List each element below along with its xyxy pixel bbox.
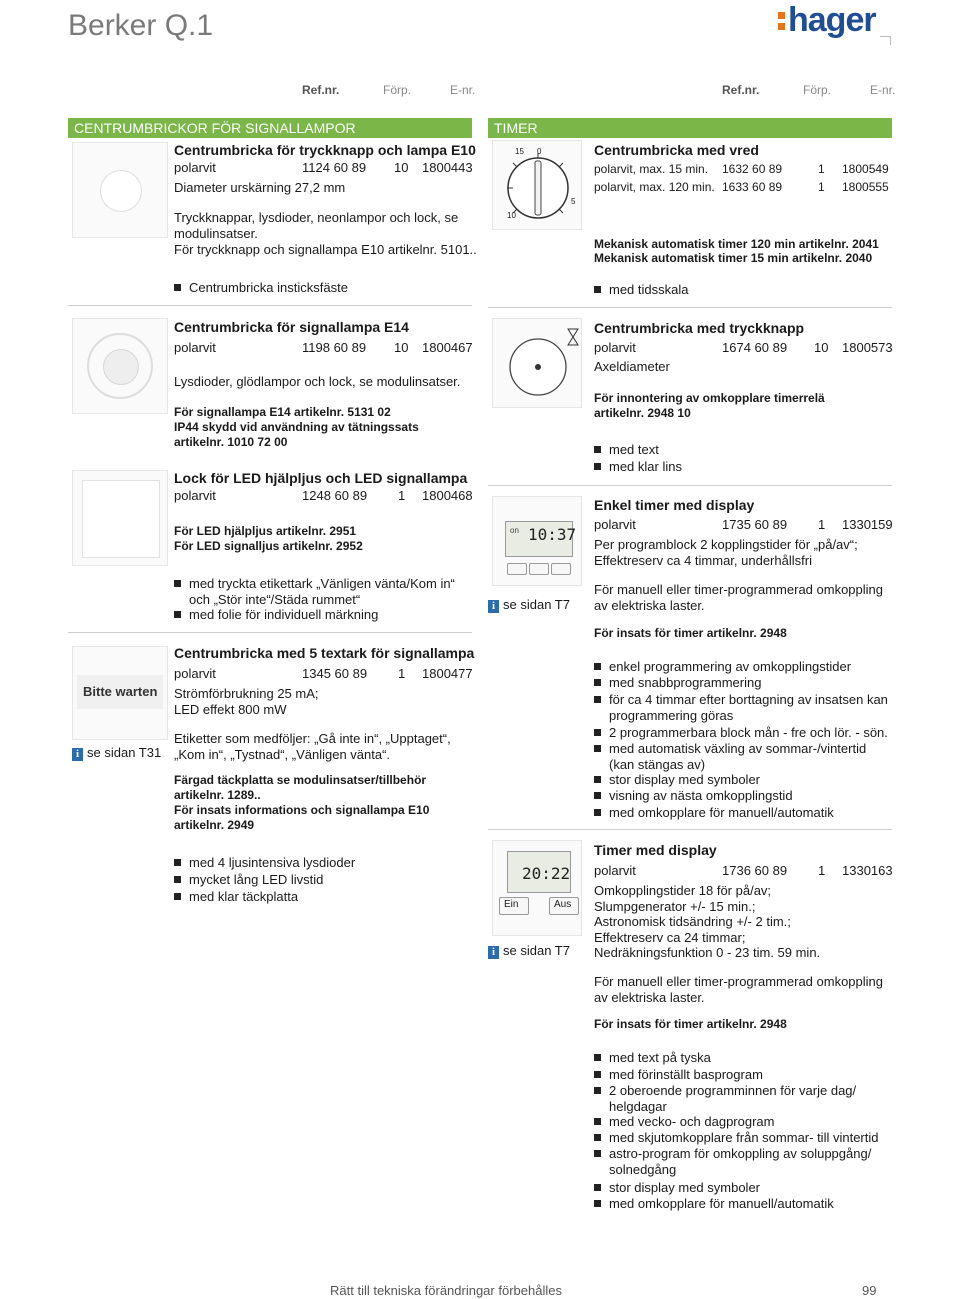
product-title: Lock för LED hjälpljus och LED signallampa bbox=[174, 470, 468, 486]
variant: polarvit bbox=[174, 340, 216, 355]
label-text: Bitte warten bbox=[83, 684, 158, 699]
dial-label: 5 bbox=[571, 197, 576, 206]
bullet-item: med snabbprogrammering bbox=[594, 675, 761, 691]
bullet-icon bbox=[594, 776, 601, 783]
pack-qty: 1 bbox=[818, 180, 825, 194]
note: Axeldiameter bbox=[594, 359, 670, 374]
variant: polarvit bbox=[174, 160, 216, 175]
product-title: Centrumbricka med vred bbox=[594, 142, 759, 158]
bullet-icon bbox=[174, 284, 181, 291]
description: Slumpgenerator +/- 15 min.; bbox=[594, 899, 756, 914]
description: Mekanisk automatisk timer 120 min artikelnr. 2041 bbox=[594, 237, 879, 251]
bullet-icon bbox=[594, 696, 601, 703]
bullet-icon bbox=[594, 446, 601, 453]
ref-number: 1632 60 89 bbox=[722, 162, 783, 176]
col-header-forp: Förp. bbox=[383, 83, 412, 97]
timer-button[interactable] bbox=[507, 563, 527, 575]
bullet-icon bbox=[594, 745, 601, 752]
description: För manuell eller timer-programmerad omkoppling bbox=[594, 582, 883, 597]
aus-button[interactable] bbox=[549, 897, 579, 915]
description: IP44 skydd vid användning av tätningssats bbox=[174, 420, 419, 434]
bullet-icon bbox=[594, 1134, 601, 1141]
bullet-continuation: och „Stör inte“/Städa rummet“ bbox=[189, 592, 361, 607]
description: av elektriska laster. bbox=[594, 598, 705, 613]
bullet-item: 2 oberoende programminnen för varje dag/ bbox=[594, 1083, 856, 1099]
bullet-item: med omkopplare för manuell/automatik bbox=[594, 805, 834, 821]
variant: polarvit bbox=[594, 340, 636, 355]
page-number: 99 bbox=[862, 1283, 877, 1298]
description: För LED hjälpljus artikelnr. 2951 bbox=[174, 524, 357, 538]
description: Astronomisk tidsändring +/- 2 tim.; bbox=[594, 914, 791, 929]
bullet-item: visning av nästa omkopplingstid bbox=[594, 788, 793, 804]
timer-button[interactable] bbox=[529, 563, 549, 575]
bullet-item: med tryckta etikettark „Vänligen vänta/Kom in“ bbox=[174, 576, 455, 592]
product-image-cover-e10 bbox=[72, 142, 168, 238]
logo-dot-icon bbox=[778, 12, 785, 19]
page-title: Berker Q.1 bbox=[68, 9, 214, 42]
bullet-item: mycket lång LED livstid bbox=[174, 872, 323, 888]
info-icon: i bbox=[488, 946, 499, 959]
lens bbox=[103, 349, 139, 385]
bullet-icon bbox=[594, 792, 601, 799]
bullet-icon bbox=[594, 1150, 601, 1157]
ref-number: 1345 60 89 bbox=[302, 666, 368, 681]
product-title: Timer med display bbox=[594, 842, 717, 858]
bullet-continuation: programmering göras bbox=[609, 708, 734, 723]
bullet-item: med klar lins bbox=[594, 459, 682, 475]
see-page-link[interactable]: i se sidan T31 bbox=[72, 745, 161, 761]
description: „Kom in“, „Tystnad“, „Vänligen vänta“. bbox=[174, 747, 391, 762]
ref-number: 1248 60 89 bbox=[302, 488, 368, 503]
bullet-icon bbox=[594, 1071, 601, 1078]
divider bbox=[68, 305, 472, 306]
e-number: 1330159 bbox=[842, 517, 893, 532]
e-number: 1800549 bbox=[842, 162, 889, 176]
bullet-item: Centrumbricka insticksfäste bbox=[174, 280, 348, 296]
e-number: 1800573 bbox=[842, 340, 893, 355]
pack-qty: 1 bbox=[818, 517, 826, 532]
pack-qty: 1 bbox=[398, 488, 406, 503]
product-image-timer-display bbox=[492, 840, 582, 936]
pack-qty: 10 bbox=[394, 160, 409, 175]
bullet-item: med tidsskala bbox=[594, 282, 688, 298]
bullet-item: astro-program för omkoppling av soluppgång/ bbox=[594, 1146, 871, 1162]
bullet-icon bbox=[174, 580, 181, 587]
product-title: Enkel timer med display bbox=[594, 497, 755, 513]
pack-qty: 10 bbox=[394, 340, 409, 355]
bullet-icon bbox=[594, 679, 601, 686]
bullet-item: med automatisk växling av sommar-/vintertid bbox=[594, 741, 866, 757]
bullet-icon bbox=[594, 463, 601, 470]
description: Lysdioder, glödlampor och lock, se modulinsatser. bbox=[174, 374, 461, 389]
bullet-icon bbox=[594, 663, 601, 670]
col-header-ref: Ref.nr. bbox=[302, 83, 340, 97]
info-icon: i bbox=[488, 600, 499, 613]
description: Mekanisk automatisk timer 15 min artikelnr. 2040 bbox=[594, 251, 873, 265]
description: För LED signalljus artikelnr. 2952 bbox=[174, 539, 363, 553]
pack-qty: 1 bbox=[818, 162, 825, 176]
ein-button[interactable] bbox=[499, 897, 529, 915]
description: Nedräkningsfunktion 0 - 23 tim. 59 min. bbox=[594, 945, 821, 960]
product-image-led-cover bbox=[72, 470, 168, 566]
bullet-item: för ca 4 timmar efter borttagning av insatsen kan bbox=[594, 692, 888, 708]
dial-label: 15 bbox=[515, 147, 524, 156]
see-page-link[interactable]: i se sidan T7 bbox=[488, 943, 570, 959]
bullet-item: med 4 ljusintensiva lysdioder bbox=[174, 855, 355, 871]
info-icon: i bbox=[72, 748, 83, 761]
bullet-item: med omkopplare för manuell/automatik bbox=[594, 1196, 834, 1212]
divider bbox=[488, 485, 892, 486]
product-image-cover-e14 bbox=[72, 318, 168, 414]
e-number: 1800467 bbox=[422, 340, 473, 355]
product-image-timer-dial bbox=[492, 140, 582, 230]
cover-graphic bbox=[493, 319, 583, 409]
description: För innontering av omkopplare timerrelä bbox=[594, 391, 825, 405]
lcd-time: 20:22 bbox=[522, 864, 571, 883]
crop-mark bbox=[880, 36, 891, 45]
ref-number: 1198 60 89 bbox=[302, 340, 367, 355]
ref-number: 1124 60 89 bbox=[302, 160, 367, 175]
bullet-item: med text bbox=[594, 442, 659, 458]
section-bar-centrumbrickor: CENTRUMBRICKOR FÖR SIGNALLAMPOR bbox=[68, 118, 472, 138]
bullet-icon bbox=[174, 876, 181, 883]
variant: polarvit bbox=[174, 666, 216, 681]
note: Diameter urskärning 27,2 mm bbox=[174, 180, 346, 195]
bullet-icon bbox=[174, 859, 181, 866]
bullet-icon bbox=[594, 809, 601, 816]
product-title: Centrumbricka för tryckknapp och lampa E10 bbox=[174, 142, 476, 158]
description: artikelnr. 2948 10 bbox=[594, 406, 691, 420]
bullet-icon bbox=[594, 1087, 601, 1094]
bullet-continuation: helgdagar bbox=[609, 1099, 667, 1114]
product-image-textark bbox=[72, 646, 168, 740]
pack-qty: 10 bbox=[814, 340, 829, 355]
aus-label: Aus bbox=[554, 899, 572, 910]
dial-label: 10 bbox=[507, 211, 516, 220]
divider bbox=[488, 829, 892, 830]
variant: polarvit, max. 120 min. bbox=[594, 180, 715, 194]
variant: polarvit bbox=[174, 488, 216, 503]
lcd-display bbox=[507, 851, 571, 893]
description: av elektriska laster. bbox=[594, 990, 705, 1005]
bullet-item: med klar täckplatta bbox=[174, 889, 298, 905]
e-number: 1800468 bbox=[422, 488, 473, 503]
bullet-icon bbox=[594, 1184, 601, 1191]
description: Färgad täckplatta se modulinsatser/tillbehör bbox=[174, 773, 427, 787]
description: Effektreserv ca 24 timmar; bbox=[594, 930, 746, 945]
ref-number: 1633 60 89 bbox=[722, 180, 783, 194]
bullet-item: med folie för individuell märkning bbox=[174, 607, 378, 623]
bullet-icon bbox=[594, 1054, 601, 1061]
description: artikelnr. 2949 bbox=[174, 818, 255, 832]
e-number: 1800443 bbox=[422, 160, 473, 175]
bullet-continuation: solnedgång bbox=[609, 1162, 677, 1177]
description: För insats för timer artikelnr. 2948 bbox=[594, 626, 787, 640]
description: Effektreserv ca 4 timmar, underhållsfri bbox=[594, 553, 812, 568]
e-number: 1800555 bbox=[842, 180, 889, 194]
col-header-enr: E-nr. bbox=[870, 83, 896, 97]
variant: polarvit, max. 15 min. bbox=[594, 162, 709, 176]
bullet-item: med text på tyska bbox=[594, 1050, 711, 1066]
e-number: 1800477 bbox=[422, 666, 473, 681]
e-number: 1330163 bbox=[842, 863, 893, 878]
bullet-item: med skjutomkopplare från sommar- till vintertid bbox=[594, 1130, 878, 1146]
product-image-pushbutton-cover bbox=[492, 318, 582, 408]
col-header-ref: Ref.nr. bbox=[722, 83, 760, 97]
variant: polarvit bbox=[594, 863, 636, 878]
description: LED effekt 800 mW bbox=[174, 702, 287, 717]
description: Tryckknappar, lysdioder, neonlampor och lock, se bbox=[174, 210, 459, 225]
brand-name: hager bbox=[788, 1, 876, 39]
logo-dot-icon bbox=[778, 23, 785, 30]
variant: polarvit bbox=[594, 517, 636, 532]
description: modulinsatser. bbox=[174, 226, 258, 241]
bullet-icon bbox=[594, 1118, 601, 1125]
bullet-item: med vecko- och dagprogram bbox=[594, 1114, 774, 1130]
pack-qty: 1 bbox=[818, 863, 826, 878]
bullet-icon bbox=[594, 1200, 601, 1207]
ref-number: 1674 60 89 bbox=[722, 340, 788, 355]
bullet-icon bbox=[594, 729, 601, 736]
col-header-enr: E-nr. bbox=[450, 83, 476, 97]
led-square bbox=[82, 480, 160, 558]
ref-number: 1735 60 89 bbox=[722, 517, 788, 532]
see-page-link[interactable]: i se sidan T7 bbox=[488, 597, 570, 613]
divider bbox=[488, 307, 892, 308]
bullet-item: med förinställt basprogram bbox=[594, 1067, 763, 1083]
bullet-item: enkel programmering av omkopplingstider bbox=[594, 659, 851, 675]
description: Etiketter som medföljer: „Gå inte in“, „Upptaget“, bbox=[174, 731, 451, 746]
col-header-forp: Förp. bbox=[803, 83, 832, 97]
description: För insats för timer artikelnr. 2948 bbox=[594, 1017, 787, 1031]
bullet-item: stor display med symboler bbox=[594, 1180, 760, 1196]
bullet-icon bbox=[174, 611, 181, 618]
dial-label: 0 bbox=[537, 147, 542, 156]
description: För signallampa E14 artikelnr. 5131 02 bbox=[174, 405, 391, 419]
product-title: Centrumbricka för signallampa E14 bbox=[174, 319, 409, 335]
description: Per programblock 2 kopplingstider för „på/av“; bbox=[594, 537, 858, 552]
bullet-item: 2 programmerbara block mån - fre och lör. - sön. bbox=[594, 725, 888, 741]
bullet-icon bbox=[594, 286, 601, 293]
footer-note: Rätt till tekniska förändringar förbehålles bbox=[330, 1283, 562, 1298]
description: Omkopplingstider 18 för på/av; bbox=[594, 883, 772, 898]
lcd-display: on 10:37 bbox=[505, 521, 573, 557]
ein-label: Ein bbox=[504, 899, 519, 910]
description: artikelnr. 1289.. bbox=[174, 788, 261, 802]
ref-number: 1736 60 89 bbox=[722, 863, 788, 878]
divider bbox=[68, 632, 472, 633]
section-bar-timer: TIMER bbox=[488, 118, 892, 138]
description: artikelnr. 1010 72 00 bbox=[174, 435, 288, 449]
bullet-continuation: (kan stängas av) bbox=[609, 757, 706, 772]
product-image-simple-timer bbox=[492, 496, 582, 586]
pack-qty: 1 bbox=[398, 666, 406, 681]
description: För manuell eller timer-programmerad omkoppling bbox=[594, 974, 883, 989]
bullet-item: stor display med symboler bbox=[594, 772, 760, 788]
description: För insats informations och signallampa E10 bbox=[174, 803, 430, 817]
description: Strömförbrukning 25 mA; bbox=[174, 686, 319, 701]
product-title: Centrumbricka med tryckknapp bbox=[594, 320, 805, 336]
cutout-circle bbox=[100, 170, 142, 212]
bullet-icon bbox=[174, 893, 181, 900]
timer-button[interactable] bbox=[551, 563, 571, 575]
product-title: Centrumbricka med 5 textark för signallampa bbox=[174, 645, 475, 661]
lcd-time: 10:37 bbox=[528, 525, 577, 544]
description: För tryckknapp och signallampa E10 artikelnr. 5101.. bbox=[174, 242, 477, 257]
